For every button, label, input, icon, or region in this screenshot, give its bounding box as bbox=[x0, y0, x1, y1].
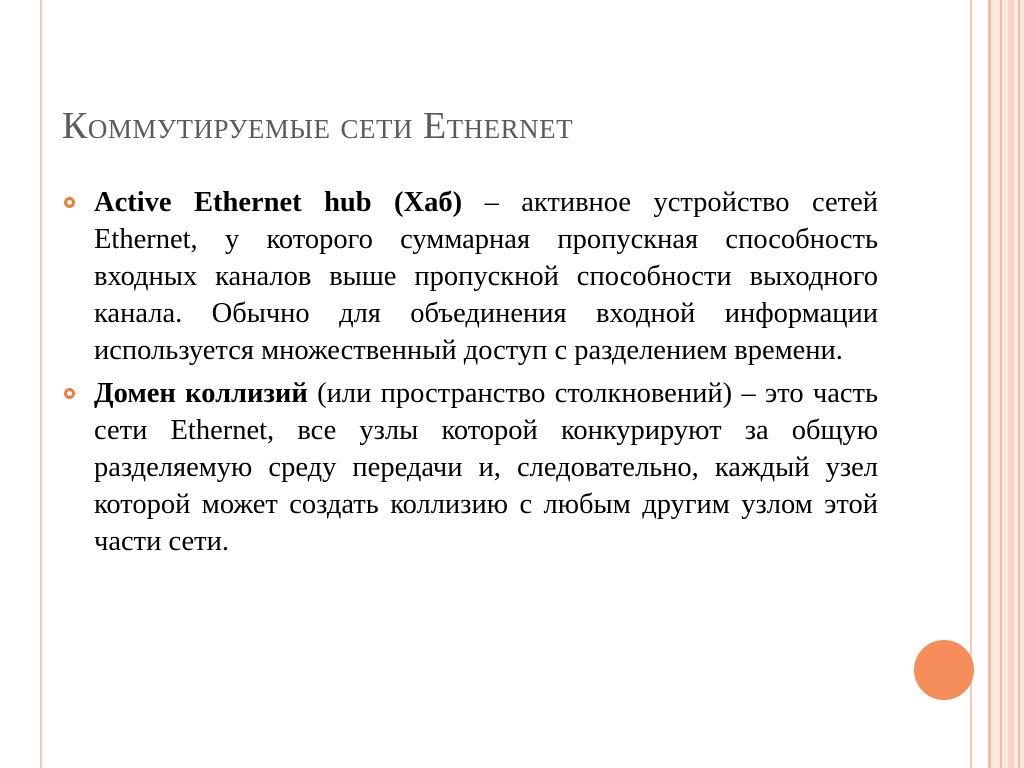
bullet-text bbox=[94, 375, 878, 560]
stripe bbox=[1000, 0, 1002, 768]
slide-content bbox=[62, 184, 878, 566]
bullet-ring-icon bbox=[64, 197, 75, 208]
bullet-description: (или пространство столкновений) – это часть сети Ethernet, все узлы которой конкурируют за общую разделяемую среду передачи и, следовательно, каждый узел которой может создать коллизию с любым другим узлом этой части сети. bbox=[94, 378, 878, 557]
bullet-text bbox=[94, 184, 878, 369]
bullet-item bbox=[62, 184, 878, 369]
bullet-item bbox=[62, 375, 878, 560]
bullet-term: Active Ethernet hub (Хаб) bbox=[94, 187, 463, 218]
bullet-ring-icon bbox=[64, 388, 75, 399]
bullet-term: Домен коллизий bbox=[94, 378, 308, 409]
stripe bbox=[1008, 0, 1014, 768]
bullet-description: – активное устройство сетей Ethernet, у которого суммарная пропускная способность входных каналов выше пропускной способности выходного канала. Обычно для объединения входной информации используется множественный доступ с разделением времени. bbox=[94, 187, 879, 366]
decorative-circle bbox=[914, 640, 974, 700]
slide-title: Коммутируемые сети Ethernet bbox=[62, 105, 574, 147]
stripe bbox=[1018, 0, 1020, 768]
decorative-stripes bbox=[988, 0, 1024, 768]
stripe bbox=[988, 0, 991, 768]
